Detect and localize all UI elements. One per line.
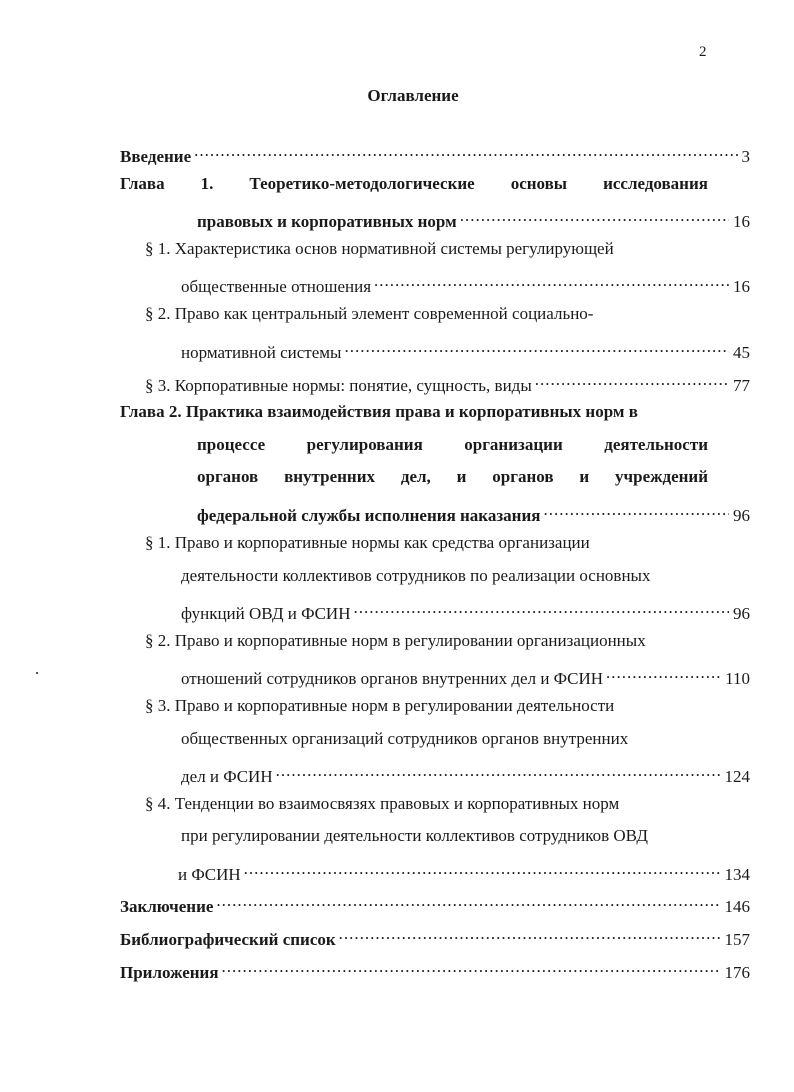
toc-section-2-3[interactable]: § 3. Право и корпоративные норм в регулировании деятельности [145, 696, 615, 715]
toc-page-number: 124 [724, 767, 750, 786]
toc-page-number: 134 [724, 865, 750, 884]
toc-section-2-1-continuation[interactable] [181, 597, 750, 623]
toc-entry-label: функций ОВД и ФСИН [181, 604, 351, 623]
toc-entry-label: дел и ФСИН [181, 767, 273, 786]
toc-chapter-1-continuation[interactable] [197, 205, 750, 231]
toc-section-1-2[interactable]: § 2. Право как центральный элемент современной социально- [145, 304, 594, 323]
toc-page-number: 96 [733, 506, 750, 525]
dot-leader [606, 662, 721, 684]
toc-chapter-2-continuation[interactable] [197, 499, 750, 525]
scan-speck [36, 672, 38, 674]
toc-chapter-2-line-3: органов внутренних дел, и органов и учреждений [197, 467, 708, 486]
toc-entry-label: федеральной службы исполнения наказания [197, 506, 541, 525]
toc-section-2-4-line-2: при регулировании деятельности коллективов сотрудников ОВД [181, 826, 648, 845]
toc-entry-label: правовых и корпоративных норм [197, 212, 457, 231]
toc-section-2-2[interactable]: § 2. Право и корпоративные норм в регулировании организационных [145, 631, 646, 650]
toc-page-number: 77 [733, 376, 750, 395]
toc-entry-label: отношений сотрудников органов внутренних дел и ФСИН [181, 669, 604, 688]
toc-entry-appendix[interactable] [120, 956, 750, 982]
toc-section-2-1-line-2: деятельности коллективов сотрудников по реализации основных [181, 566, 651, 585]
toc-page-number: 45 [733, 343, 750, 362]
toc-page-number: 96 [733, 604, 750, 623]
dot-leader [194, 140, 737, 162]
toc-page-number: 3 [741, 147, 750, 166]
dot-leader [535, 369, 729, 391]
toc-section-2-2-continuation[interactable] [181, 662, 750, 688]
toc-section-1-2-continuation[interactable] [181, 336, 750, 362]
toc-section-2-4-continuation[interactable] [178, 858, 750, 884]
dot-leader [374, 270, 729, 292]
toc-section-2-3-line-2: общественных организаций сотрудников органов внутренних [181, 729, 629, 748]
toc-page-number: 16 [733, 212, 750, 231]
dot-leader [460, 205, 729, 227]
toc-chapter-1-heading[interactable] [120, 173, 708, 195]
toc-chapter-2-heading[interactable]: Глава 2. Практика взаимодействия права и корпоративных норм в [120, 402, 638, 421]
dot-leader [344, 336, 729, 358]
toc-entry-introduction[interactable] [120, 140, 750, 166]
toc-chapter-2-line-2: процессе регулирования организации деятельности [197, 435, 708, 454]
toc-word: основы [510, 174, 568, 193]
dot-leader [339, 923, 721, 945]
toc-page-number: 157 [724, 930, 750, 949]
toc-section-2-3-continuation[interactable] [181, 760, 750, 786]
toc-entry-bibliography[interactable] [120, 923, 750, 949]
toc-word: 1. [200, 174, 214, 193]
dot-leader [244, 858, 721, 880]
toc-entry-label: Приложения [120, 963, 219, 982]
page-title: Оглавление [367, 86, 459, 105]
toc-word: исследования [603, 174, 708, 193]
toc-section-1-1-continuation[interactable] [181, 270, 750, 296]
toc-entry-label: Введение [120, 147, 192, 166]
dot-leader [216, 890, 720, 912]
dot-leader [353, 597, 729, 619]
toc-page-number: 110 [725, 669, 750, 688]
toc-entry-label: общественные отношения [181, 277, 372, 296]
toc-section-1-3[interactable] [145, 369, 750, 395]
dot-leader [276, 760, 721, 782]
toc-entry-conclusion[interactable] [120, 890, 750, 916]
dot-leader [543, 499, 729, 521]
toc-page-number: 16 [733, 277, 750, 296]
toc-word: Теоретико-методологические [249, 174, 475, 193]
toc-section-1-1[interactable]: § 1. Характеристика основ нормативной системы регулирующей [145, 239, 614, 258]
toc-word: Глава [120, 174, 165, 193]
toc-entry-label: Библиографический список [120, 930, 336, 949]
toc-entry-label: Заключение [120, 897, 214, 916]
toc-page-number: 146 [724, 897, 750, 916]
toc-entry-label: § 3. Корпоративные нормы: понятие, сущность, виды [145, 376, 532, 395]
toc-page-number: 176 [724, 963, 750, 982]
toc-entry-label: нормативной системы [181, 343, 342, 362]
dot-leader [222, 956, 721, 978]
page-number: 2 [699, 44, 707, 60]
toc-section-2-1[interactable]: § 1. Право и корпоративные нормы как средства организации [145, 533, 590, 552]
toc-entry-label: и ФСИН [178, 865, 241, 884]
toc-section-2-4[interactable]: § 4. Тенденции во взаимосвязях правовых и корпоративных норм [145, 794, 620, 813]
